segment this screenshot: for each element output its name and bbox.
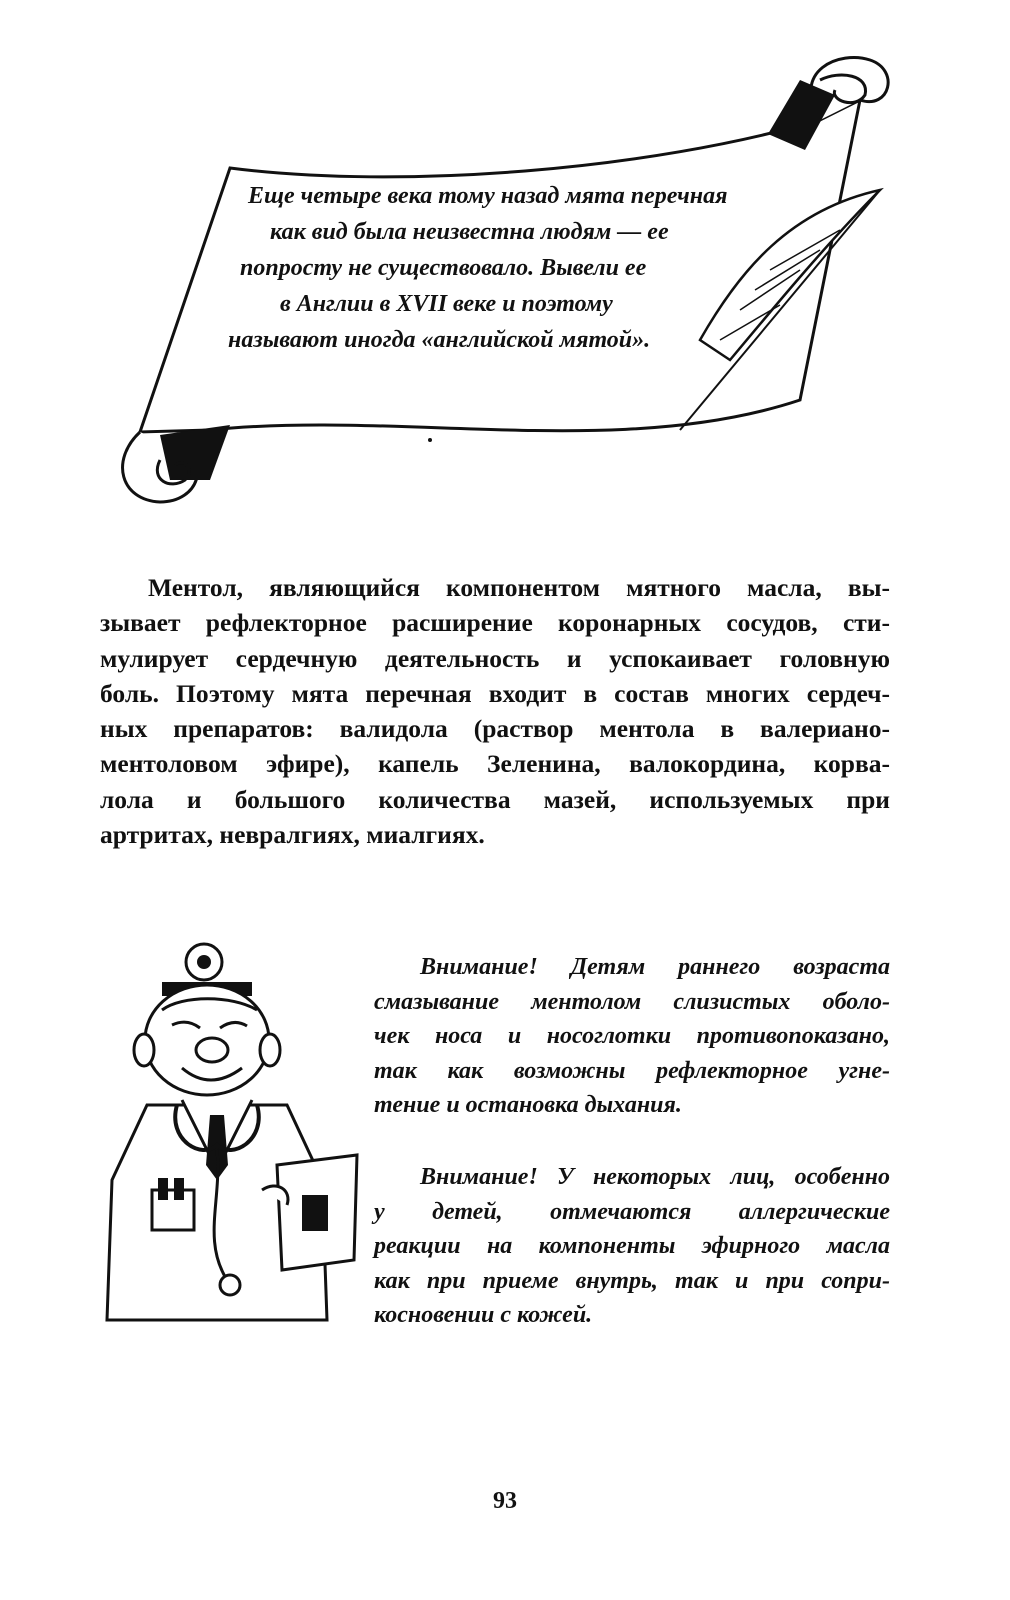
note-line: Внимание! Детям раннего возраста xyxy=(420,954,890,980)
paragraph-line: мулирует сердечную деятельность и успокаивает головную xyxy=(100,643,890,673)
doctor-illustration xyxy=(92,940,372,1340)
note-line: Внимание! У некоторых лиц, особенно xyxy=(420,1164,890,1190)
warning-note xyxy=(374,950,890,1123)
note-line: как при приеме внутрь, так и при сопри- xyxy=(374,1267,890,1294)
scroll-line: попросту не существовало. Вывели ее xyxy=(240,255,647,281)
scroll-quote xyxy=(228,178,828,358)
paragraph-line: Ментол, являющийся компонентом мятного масла, вы- xyxy=(148,573,890,602)
scroll-line: как вид была неизвестна людям — ее xyxy=(270,219,669,245)
warning-note xyxy=(374,1160,890,1333)
scroll-line: называют иногда «английской мятой». xyxy=(228,327,651,353)
page-number: 93 xyxy=(493,1488,517,1514)
paragraph-line: боль. Поэтому мята перечная входит в состав многих сердеч- xyxy=(100,678,890,708)
note-line: чек носа и носоглотки противопоказано, xyxy=(374,1023,890,1050)
note-line: у детей, отмечаются аллергические xyxy=(374,1198,890,1225)
paragraph-line: лола и большого количества мазей, используемых при xyxy=(100,784,890,814)
paragraph-line: зывает рефлекторное расширение коронарных сосудов, сти- xyxy=(100,608,890,638)
paragraph-line: артритах, невралгиях, миалгиях. xyxy=(100,820,485,850)
paragraph-line: ных препаратов: валидола (раствор ментола в валериано- xyxy=(100,714,890,744)
scroll-line: в Англии в XVII веке и поэтому xyxy=(280,291,613,317)
note-line: косновении с кожей. xyxy=(374,1302,593,1329)
note-line: так как возможны рефлекторное угне- xyxy=(374,1057,890,1084)
scroll-line: Еще четыре века тому назад мята перечная xyxy=(248,183,728,209)
note-line: реакции на компоненты эфирного масла xyxy=(374,1233,890,1260)
paragraph-line: ментоловом эфире), капель Зеленина, валокордина, корва- xyxy=(100,749,890,779)
note-line: смазывание ментолом слизистых оболо- xyxy=(374,988,890,1015)
note-line: тение и остановка дыхания. xyxy=(374,1092,682,1119)
body-paragraph xyxy=(100,570,890,852)
